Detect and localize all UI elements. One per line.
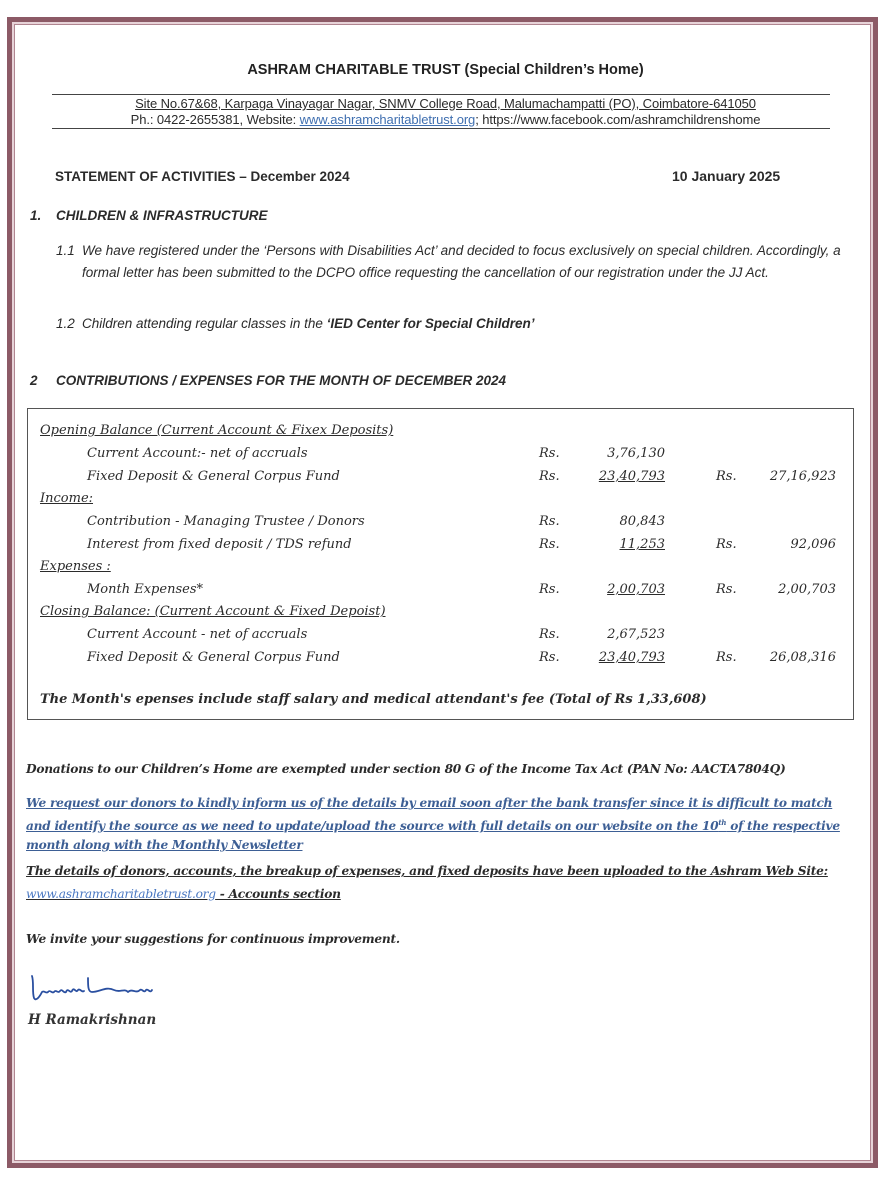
item-text: We have registered under the ‘Persons with Disabilities Act’ and decided to focus exclusively on special children. Accordingly, a formal letter has been submitted to the DCPO office requesting the cancellation of our registration under the JJ Act. (82, 243, 841, 280)
header-rule-bottom (52, 128, 830, 129)
contact-line (0, 112, 891, 127)
item-number: 1.1 (56, 243, 75, 258)
currency-label: Rs. (539, 627, 560, 642)
donor-request-note (26, 794, 856, 855)
row-total: 92,096 (790, 537, 836, 552)
phone-text: Ph.: 0422-2655381, Website: (130, 112, 300, 127)
address-line (0, 96, 891, 111)
details-text: The details of donors, accounts, the breakup of expenses, and fixed deposits have been uploaded to the Ashram Web Site: (26, 864, 828, 878)
row-total: 2,00,703 (778, 582, 836, 597)
tax-exemption-note: Donations to our Children’s Home are exempted under section 80 G of the Income Tax Act (PAN No: AACTA7804Q) (26, 762, 786, 776)
group-header-expenses: Expenses : (40, 559, 111, 574)
row-amount: 23,40,793 (598, 469, 665, 484)
table-row (28, 446, 853, 468)
section-1-item-2 (56, 313, 856, 335)
statement-date: 10 January 2025 (672, 168, 781, 184)
row-total: 26,08,316 (769, 650, 836, 665)
section-2-title: CONTRIBUTIONS / EXPENSES FOR THE MONTH OF DECEMBER 2024 (56, 373, 507, 388)
currency-label: Rs. (539, 446, 560, 461)
item-text-prefix: Children attending regular classes in the (82, 316, 327, 331)
request-text-part2: of the respective month along with the Monthly Newsletter (26, 819, 840, 853)
table-row (28, 604, 853, 626)
header-rule-top (52, 94, 830, 95)
item-text (56, 313, 856, 335)
table-row (28, 559, 853, 581)
row-label: Current Account:- net of accruals (87, 446, 308, 461)
ied-center-name: ‘IED Center for Special Children’ (326, 316, 535, 331)
item-number: 1.2 (56, 316, 75, 331)
row-label: Month Expenses* (87, 582, 203, 597)
row-amount: 2,00,703 (607, 582, 665, 597)
table-row (28, 469, 853, 491)
row-amount: 80,843 (619, 514, 665, 529)
group-header-income: Income: (40, 491, 94, 506)
request-text-part1: We request our donors to kindly inform us of the details by email soon after the bank transfer since it is difficult to match and identify the source as we need to update/upload the source with full details on our website on the 10 (26, 796, 833, 834)
table-row (28, 423, 853, 445)
table-row (28, 491, 853, 513)
currency-label: Rs. (539, 650, 560, 665)
row-amount: 23,40,793 (598, 650, 665, 665)
currency-label: Rs. (539, 537, 560, 552)
currency-label: Rs. (539, 582, 560, 597)
expenses-note: The Month's epenses include staff salary and medical attendant's fee (Total of Rs 1,33,608) (40, 692, 707, 707)
section-1-number: 1. (30, 208, 42, 223)
currency-label: Rs. (716, 537, 737, 552)
section-1-title: CHILDREN & INFRASTRUCTURE (56, 208, 268, 223)
currency-label: Rs. (716, 469, 737, 484)
currency-label: Rs. (716, 650, 737, 665)
row-amount: 3,76,130 (607, 446, 665, 461)
currency-label: Rs. (716, 582, 737, 597)
currency-label: Rs. (539, 514, 560, 529)
row-label: Current Account - net of accruals (87, 627, 308, 642)
row-label: Fixed Deposit & General Corpus Fund (87, 650, 340, 665)
accounts-section-text: - Accounts section (215, 887, 341, 901)
currency-label: Rs. (539, 469, 560, 484)
details-uploaded-note (26, 860, 856, 906)
facebook-link[interactable]: https://www.facebook.com/ashramchildrenshome (482, 112, 761, 127)
section-1-item-1 (56, 240, 856, 284)
signer-name: H Ramakrishnan (28, 1012, 157, 1028)
separator-text: ; (475, 112, 483, 127)
statement-title: STATEMENT OF ACTIVITIES – December 2024 (55, 169, 350, 184)
table-row (28, 514, 853, 536)
row-label: Fixed Deposit & General Corpus Fund (87, 469, 340, 484)
address-text: Site No.67&68, Karpaga Vinayagar Nagar, SNMV College Road, Malumachampatti (PO), Coimbatore-641050 (135, 96, 756, 111)
row-label: Interest from fixed deposit / TDS refund (87, 537, 352, 552)
group-header-closing-balance: Closing Balance: (Current Account & Fixed Depoist) (40, 604, 386, 619)
table-row (28, 650, 853, 672)
table-row (28, 537, 853, 559)
group-header-opening-balance: Opening Balance (Current Account & Fixex Deposits) (40, 423, 394, 438)
invite-suggestions: We invite your suggestions for continuous improvement. (26, 932, 400, 946)
signature-icon (28, 972, 188, 1004)
organization-title: ASHRAM CHARITABLE TRUST (Special Children’s Home) (247, 62, 644, 78)
ordinal-suffix: th (718, 818, 727, 827)
website-link[interactable]: www.ashramcharitabletrust.org (299, 112, 476, 127)
website-link-footer[interactable]: www.ashramcharitabletrust.org (26, 887, 216, 901)
row-amount: 11,253 (619, 537, 665, 552)
accounts-table (27, 408, 854, 720)
row-total: 27,16,923 (769, 469, 836, 484)
section-2-number: 2 (30, 373, 38, 388)
row-amount: 2,67,523 (607, 627, 665, 642)
row-label: Contribution - Managing Trustee / Donors (87, 514, 365, 529)
table-row (28, 627, 853, 649)
table-row (28, 582, 853, 604)
